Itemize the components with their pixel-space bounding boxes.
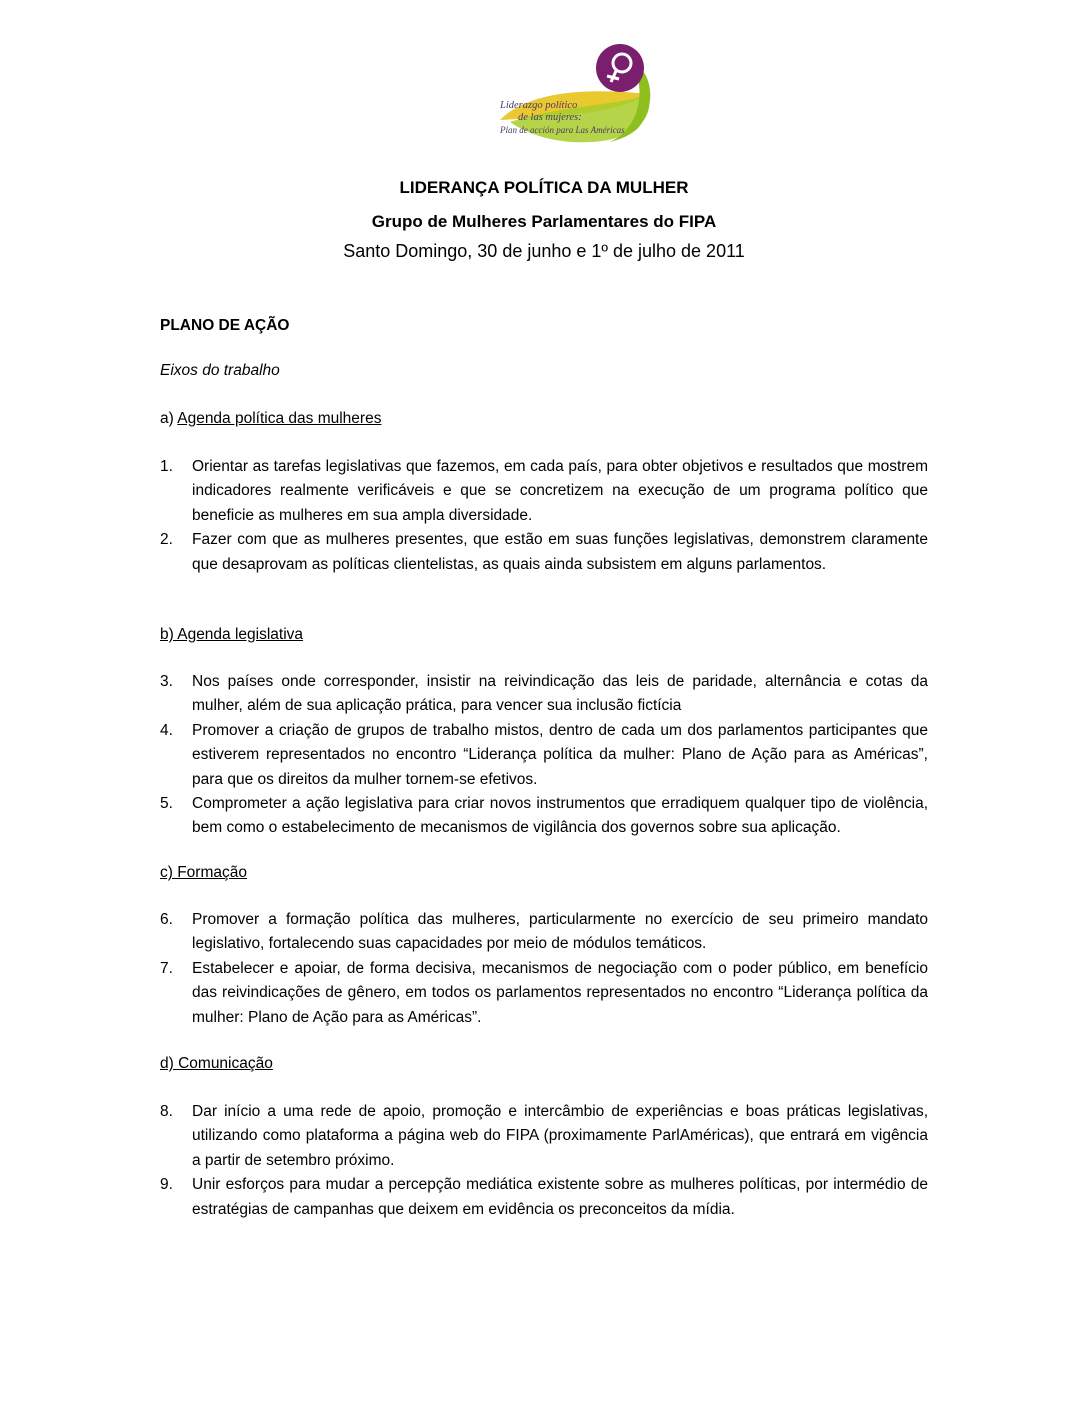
item-text: Estabelecer e apoiar, de forma decisiva, mecanismos de negociação com o poder público, em benefício das reivindicações de gênero, em todos os parlamentos representados no encontro “Liderança política da mulher: Plano de Ação para as Américas”. xyxy=(192,959,928,1026)
list-item xyxy=(160,455,928,528)
item-number: 8. xyxy=(160,1103,173,1120)
section-heading-d: d) Comunicação xyxy=(160,1055,273,1072)
item-text: Orientar as tarefas legislativas que fazemos, em cada país, para obter objetivos e resultados que mostrem indicadores realmente verificáveis e que se concretizem na execução de um programa político que beneficie as mulheres em sua ampla diversidade. xyxy=(192,458,928,524)
section-heading-c: c) Formação xyxy=(160,864,247,881)
logo-text xyxy=(500,100,625,136)
place-date: Santo Domingo, 30 de junho e 1º de julho de 2011 xyxy=(343,241,745,261)
section-title: Agenda política das mulheres xyxy=(177,410,382,427)
item-number: 4. xyxy=(160,721,173,739)
list-item xyxy=(160,670,928,719)
axes-title: Eixos do trabalho xyxy=(160,362,280,379)
item-text: Fazer com que as mulheres presentes, que estão em suas funções legislativas, demonstrem claramente que desaprovam as políticas clientelistas, as quais ainda subsistem em alguns parlamentos. xyxy=(192,531,928,573)
item-text: Promover a formação política das mulheres, particularmente no exercício de seu primeiro mandato legislativo, fortalecendo suas capacidades por meio de módulos temáticos. xyxy=(192,911,928,953)
plan-title: PLANO DE AÇÃO xyxy=(160,317,290,334)
item-text: Comprometer a ação legislativa para criar novos instrumentos que erradiquem qualquer tipo de violência, bem como o estabelecimento de mecanismos de vigilância dos governos sobre sua aplicação. xyxy=(192,795,928,837)
logo xyxy=(470,38,670,158)
item-number: 9. xyxy=(160,1176,173,1194)
list-item xyxy=(160,792,928,841)
item-number: 7. xyxy=(160,959,173,977)
section-c-list xyxy=(160,908,928,1030)
section-heading-b: b) Agenda legislativa xyxy=(160,626,304,643)
item-text: Nos países onde corresponder, insistir na reivindicação das leis de paridade, alternância e cotas da mulher, além de sua aplicação prática, para vencer sua inclusão fictícia xyxy=(192,673,928,715)
item-number: 3. xyxy=(160,673,173,690)
item-text: Promover a criação de grupos de trabalho mistos, dentro de cada um dos parlamentos participantes que estiverem representados no encontro “Liderança política da mulher: Plano de Ação para as Américas”, para que os direitos da mulher tornem-se efetivos. xyxy=(192,721,928,788)
section-d-list xyxy=(160,1100,928,1222)
logo-line-2: de las mujeres: xyxy=(518,112,582,123)
item-number: 2. xyxy=(160,531,173,549)
logo-graphic xyxy=(470,38,670,158)
list-item xyxy=(160,528,928,577)
document-title: LIDERANÇA POLÍTICA DA MULHER xyxy=(399,178,689,197)
logo-line-1: Liderazgo político xyxy=(500,100,578,111)
item-text: Dar início a uma rede de apoio, promoção e intercâmbio de experiências e boas práticas legislativas, utilizando como plataforma a página web do FIPA (proximamente ParlAméricas), que entrará em vigência a partir de setembro próximo. xyxy=(192,1103,928,1169)
section-heading-a xyxy=(160,407,381,431)
item-text: Unir esforços para mudar a percepção mediática existente sobre as mulheres políticas, por intermédio de estratégias de campanhas que deixem em evidência os preconceitos da mídia. xyxy=(192,1176,928,1218)
item-number: 6. xyxy=(160,911,173,928)
item-number: 1. xyxy=(160,458,173,475)
section-a-list xyxy=(160,455,928,577)
section-prefix: a) xyxy=(160,410,178,427)
logo-line-3: Plan de acción para Las Américas xyxy=(500,125,625,135)
document-subtitle: Grupo de Mulheres Parlamentares do FIPA xyxy=(371,212,717,231)
list-item xyxy=(160,1100,928,1173)
list-item xyxy=(160,719,928,792)
list-item xyxy=(160,957,928,1030)
list-item xyxy=(160,908,928,957)
item-number: 5. xyxy=(160,795,173,813)
section-b-list xyxy=(160,670,928,841)
list-item xyxy=(160,1173,928,1222)
